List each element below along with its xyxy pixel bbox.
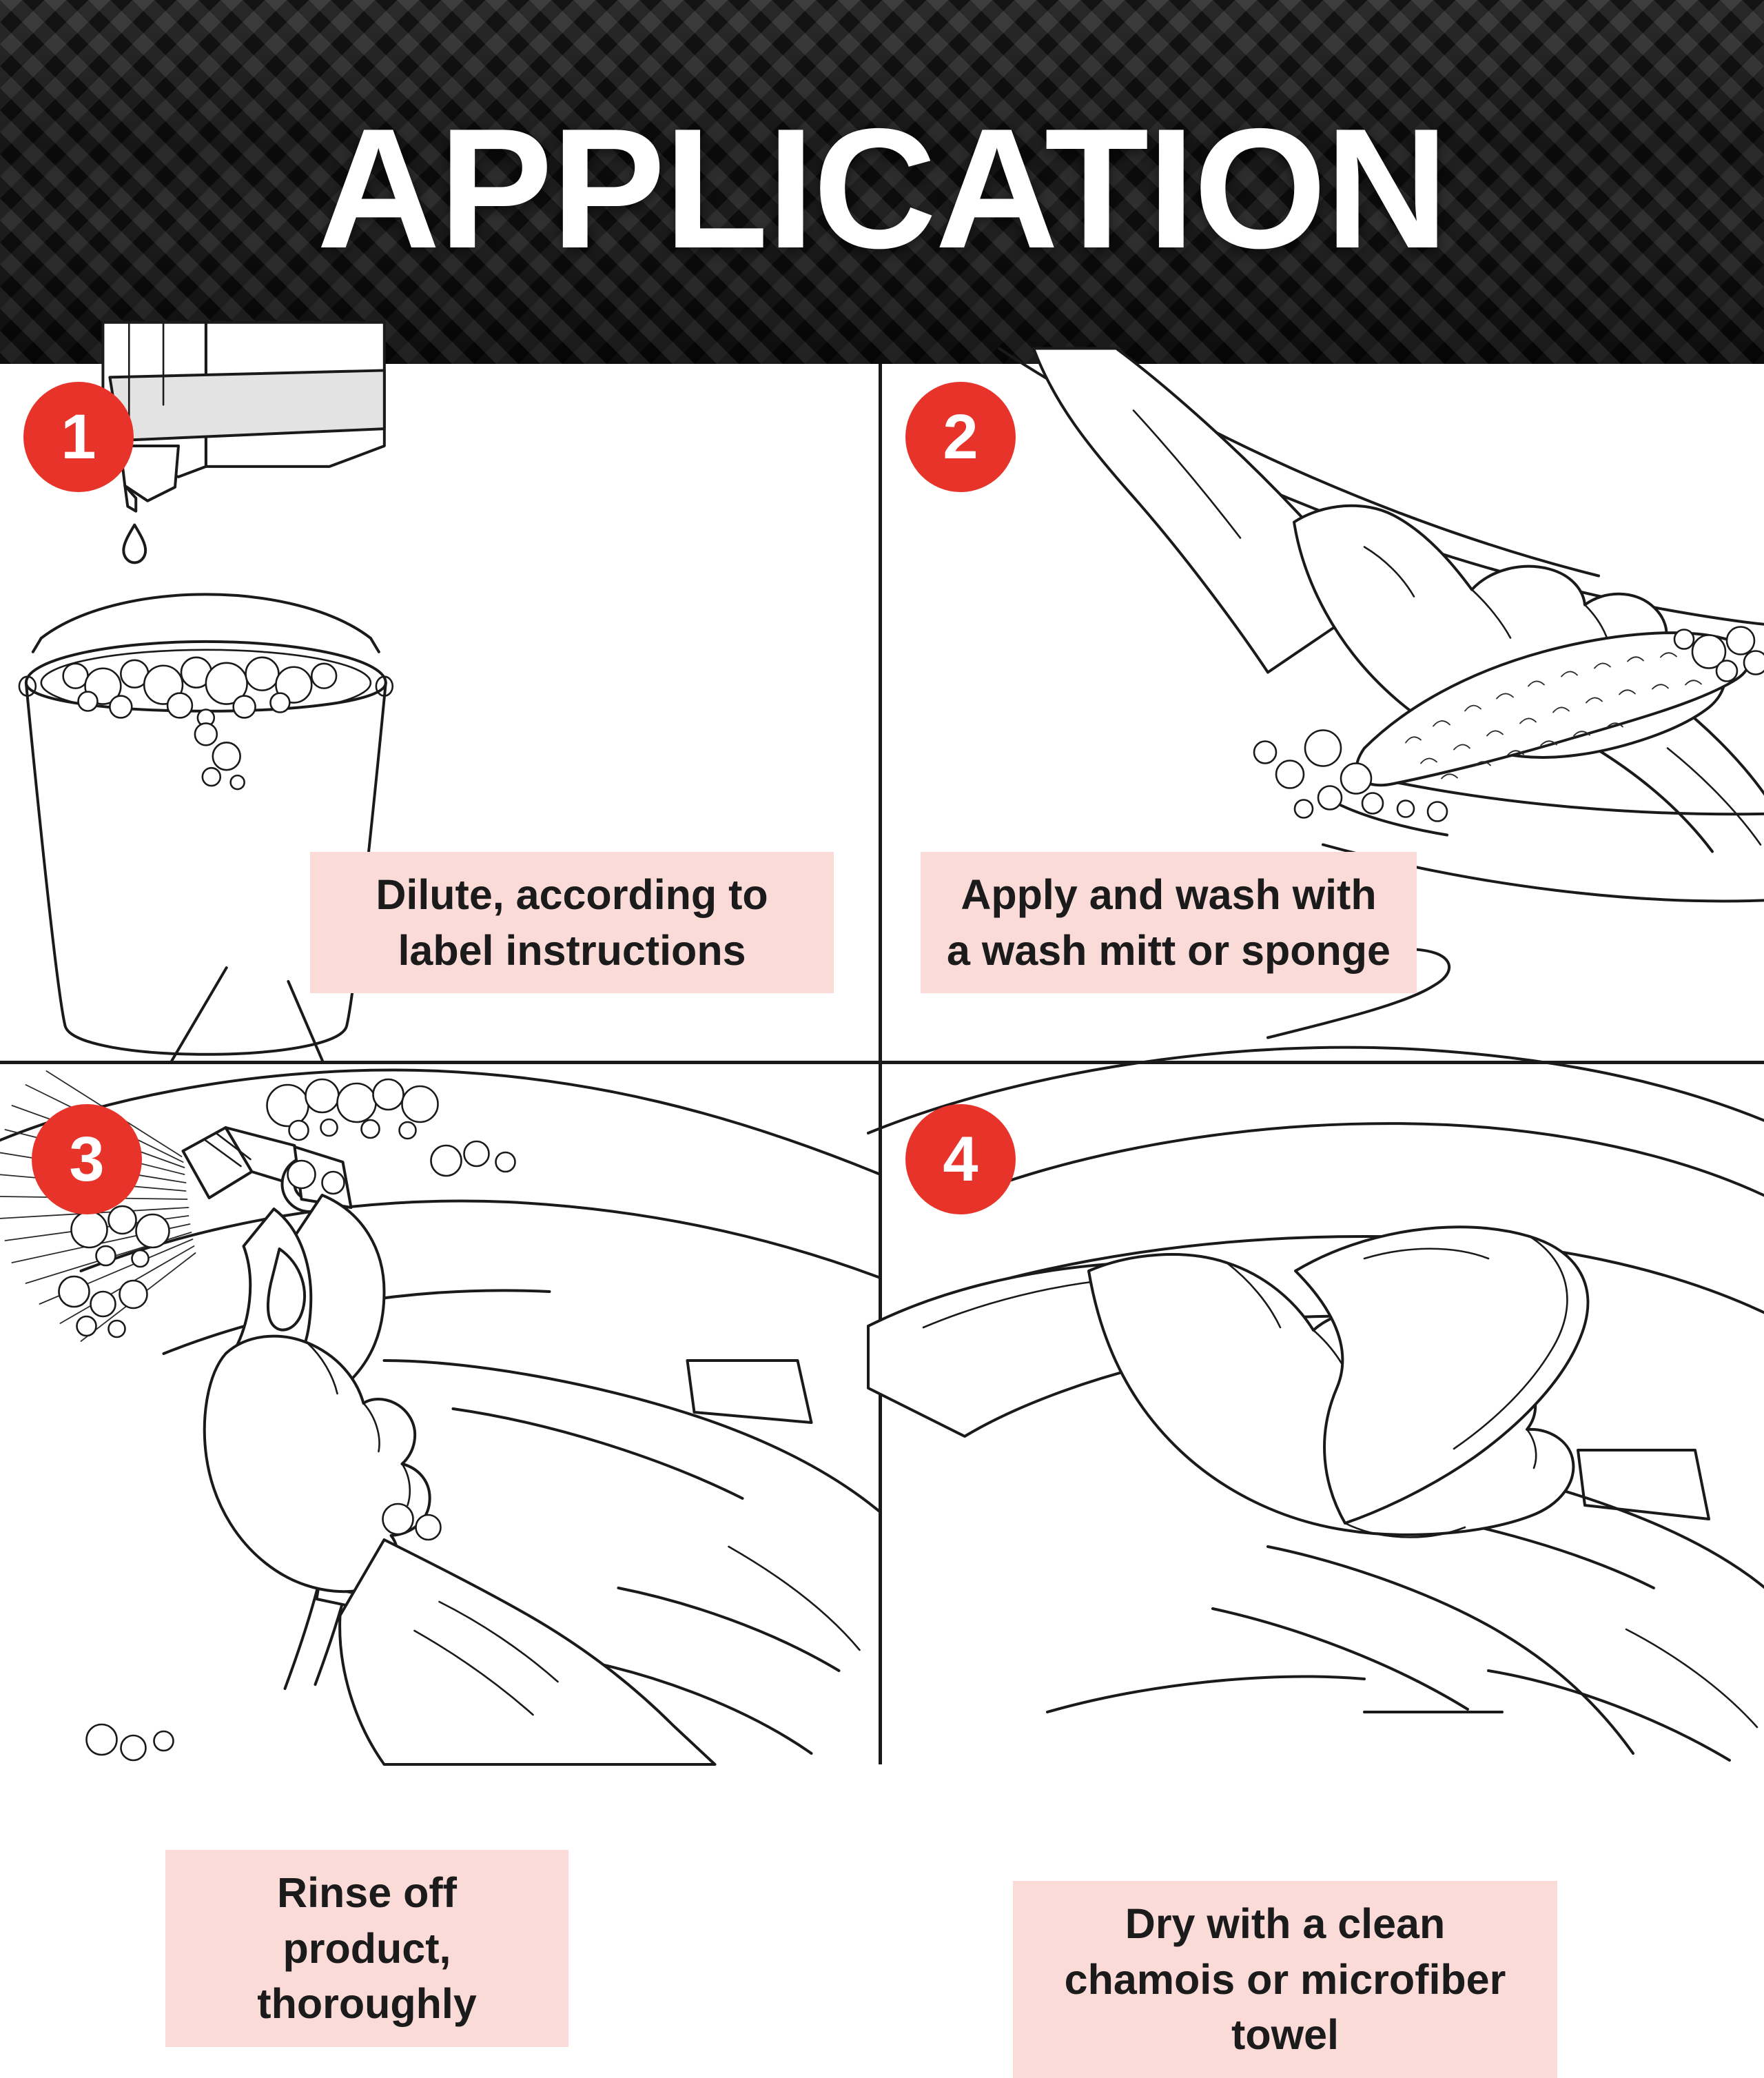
step-caption-4: Dry with a clean chamois or microfiber towel: [1013, 1881, 1557, 2078]
step-panel-4: [882, 1064, 1764, 2059]
step-number-badge-2: 2: [905, 382, 1016, 492]
step-caption-2: Apply and wash with a wash mitt or sponge: [921, 852, 1417, 993]
steps-grid: [0, 364, 1764, 2059]
page-title: APPLICATION: [316, 92, 1448, 284]
step-panel-2: [882, 364, 1764, 1064]
step-panel-1: [0, 364, 882, 1064]
step-number-badge-1: 1: [23, 382, 134, 492]
step-number-badge-3: 3: [32, 1104, 142, 1214]
step-panel-3: [0, 1064, 882, 2028]
header-banner: [0, 0, 1764, 364]
step-caption-1: Dilute, according to label instructions: [310, 852, 834, 993]
step-number-badge-4: 4: [905, 1104, 1016, 1214]
step-caption-3: Rinse off product, thoroughly: [165, 1850, 568, 2047]
